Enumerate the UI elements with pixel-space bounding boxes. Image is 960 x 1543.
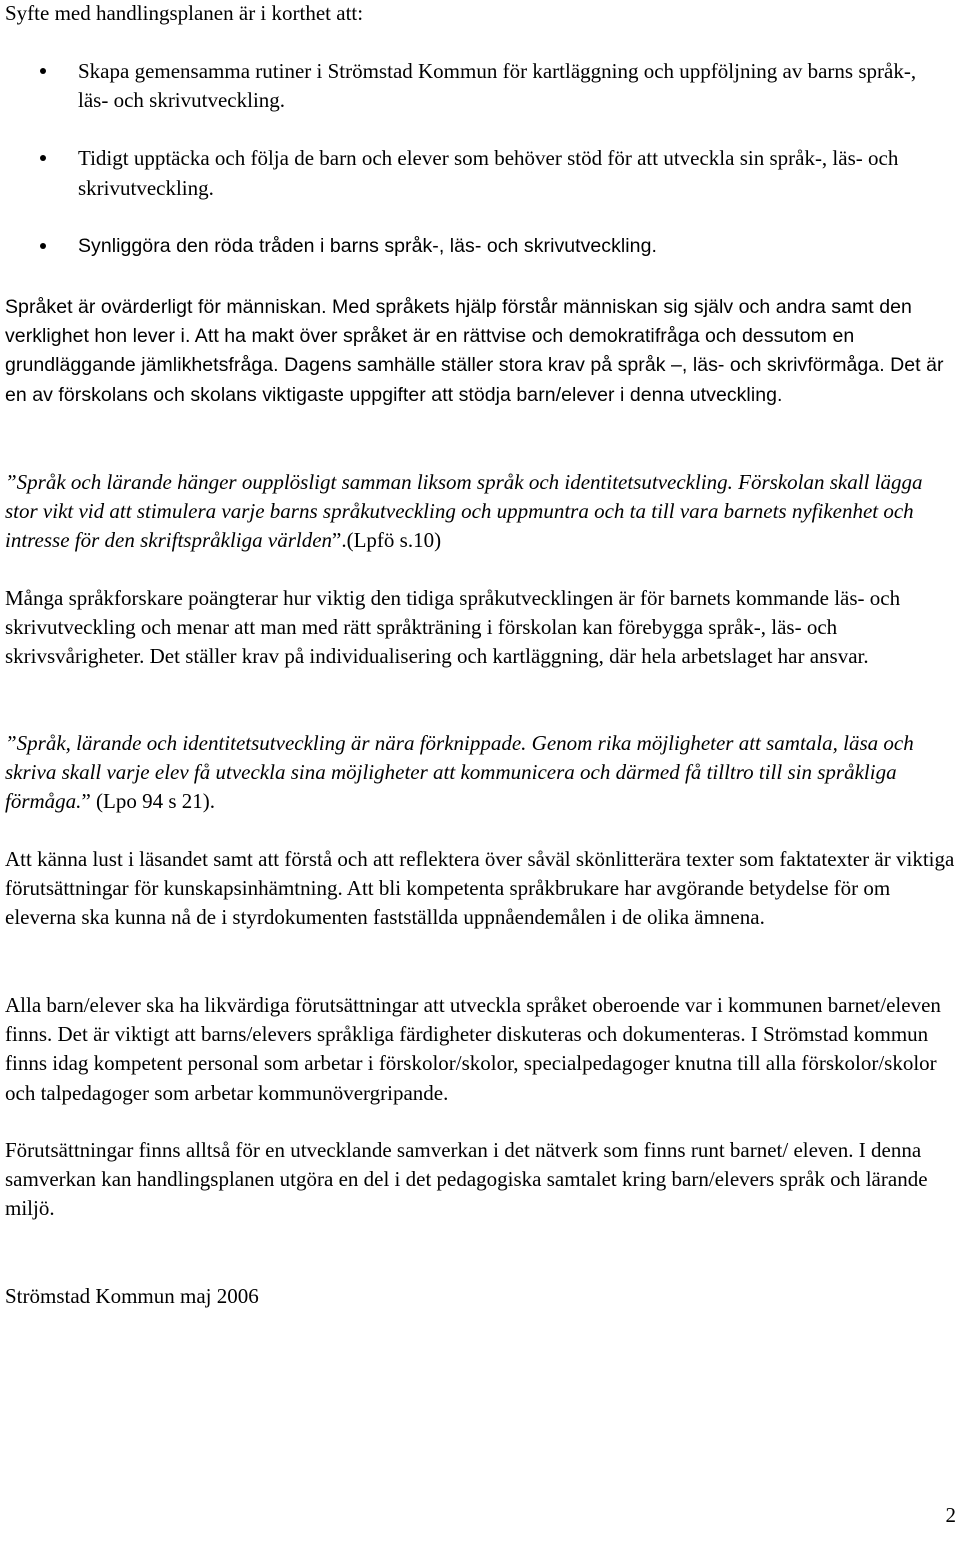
paragraph-reading: Att känna lust i läsandet samt att förstå och att reflektera över såväl skönlitterära texter som faktatexter är viktiga förutsättningar för kunskapsinhämtning. Att bli kompetenta språkbrukare har avgörande betydelse för om eleverna ska kunna nå de i styrdokumenten fastställda uppnåendemålen i de olika ämnena. (5, 847, 955, 930)
quote-text: ”Språk, lärande och identitetsutveckling är nära förknippade. Genom rika möjligheter att samtala, läsa och skriva skall varje elev få utveckla sina möjligheter att kommunicera och därmed få tilltro till sin språkliga förmåga. (5, 731, 914, 814)
intro-heading: Syfte med handlingsplanen är i korthet att: (5, 1, 364, 25)
quote-citation: ”.(Lpfö s.10) (332, 528, 442, 553)
list-item: Synliggöra den röda tråden i barns språk-, läs- och skrivutveckling. (5, 232, 945, 261)
paragraph-equal: Alla barn/elever ska ha likvärdiga förutsättningar att utveckla språket oberoende var i kommunen barnet/eleven finns. Det är viktigt att barns/elevers språkliga färdigheter diskuteras och dokumenteras. I Strömstad kommun finns idag kompetent personal som arbetar i förskolor/skolor, specialpedagoger knutna till alla förskolor/skolor och talpedagoger som arbetar kommunövergripande. (5, 993, 941, 1105)
quote-lpfo (5, 468, 955, 556)
paragraph-cooperation: Förutsättningar finns alltså för en utvecklande samverkan i det nätverk som finns runt barnet/ eleven. I denna samverkan kan handlingsplanen utgöra en del i det pedagogiska samtalet kring barn/elevers språk och lärande miljö. (5, 1138, 928, 1221)
paragraph-researchers: Många språkforskare poängterar hur viktig den tidiga språkutvecklingen är för barnets kommande läs- och skrivutveckling och menar att man med rätt språkträning i förskolan kan förebygga språk-, läs- och skrivsvårigheter. Det ställer krav på individualisering och kartläggning, där hela arbetslaget har ansvar. (5, 586, 901, 669)
paragraph-language: Språket är ovärderligt för människan. Med språkets hjälp förstår människan sig själv och andra samt den verklighet hon lever i. Att ha makt över språket är en rättvise och demokratifråga och dessutom en grundläggande jämlikhetsfråga. Dagens samhälle ställer stora krav på språk –, läs- och skrivförmåga. Det är en av förskolans och skolans viktigaste uppgifter att stödja barn/elever i denna utveckling. (5, 296, 944, 406)
quote-text: ”Språk och lärande hänger oupplösligt samman liksom språk och identitetsutveckling. Förskolan skall lägga stor vikt vid att stimulera varje barns språkutveckling och uppmuntra och ta till vara barnets nyfikenhet och intresse för den skriftspråkliga världen (5, 470, 923, 553)
signature: Strömstad Kommun maj 2006 (5, 1284, 259, 1308)
quote-citation: ” (Lpo 94 s 21). (81, 789, 215, 814)
list-item: Skapa gemensamma rutiner i Strömstad Kommun för kartläggning och uppföljning av barns språk-, läs- och skrivutveckling. (5, 57, 945, 115)
quote-lpo (5, 729, 955, 817)
page-number: 2 (945, 1503, 956, 1527)
goals-list (5, 57, 945, 290)
list-item: Tidigt upptäcka och följa de barn och elever som behöver stöd för att utveckla sin språk-, läs- och skrivutveckling. (5, 144, 945, 202)
